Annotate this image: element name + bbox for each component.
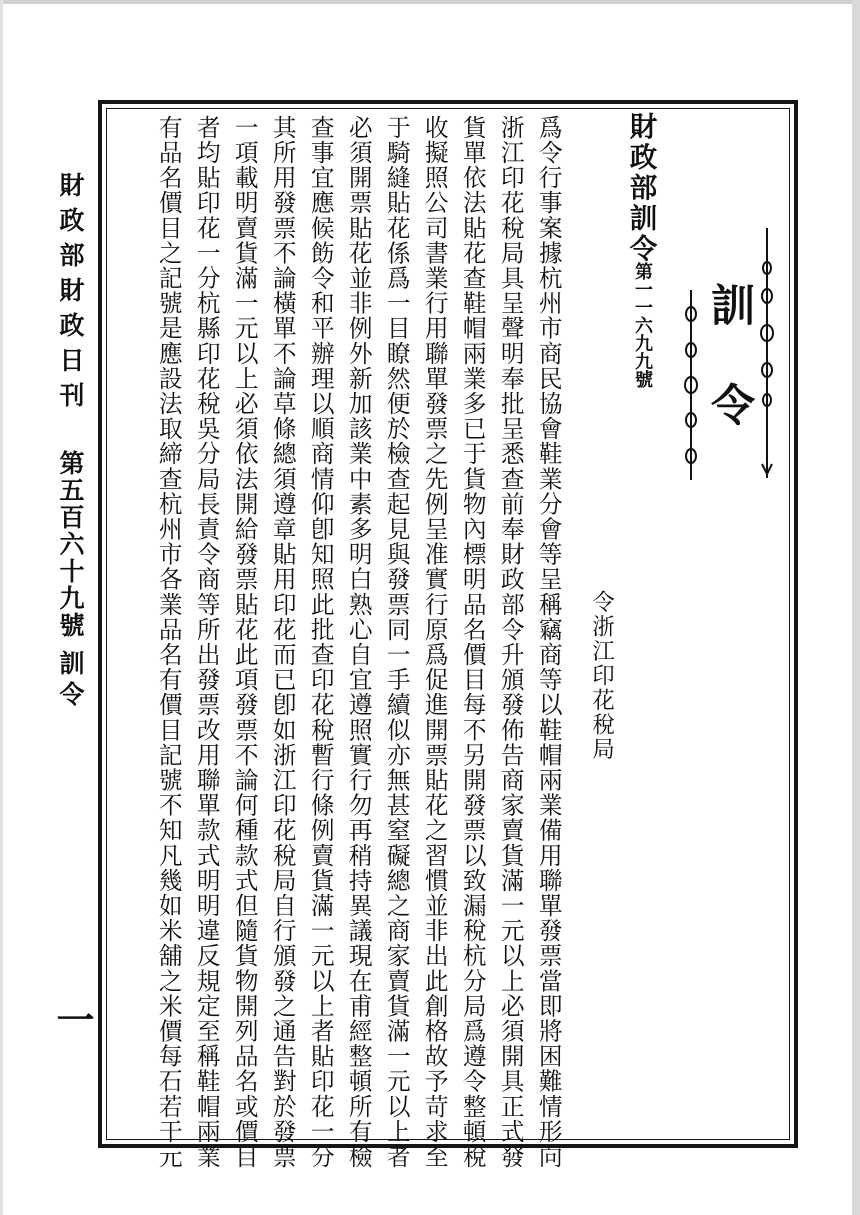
margin-issue-number: 第五百六十九號 bbox=[56, 450, 85, 639]
body-column-4: 收擬照公司書業行用聯單發票之先例呈准實行原爲促進開票貼花之習慣並非出此創格故予苛求至 bbox=[420, 115, 449, 1170]
page-edge-left bbox=[0, 0, 3, 1215]
ornament-left-icon bbox=[682, 290, 700, 480]
section-header-char-2: 令 bbox=[703, 382, 754, 426]
body-column-2: 浙江印花稅局具呈聲明奉批呈悉查前奉財政部令升頒發佈告商家賣貨滿一元以上必須開具正式發 bbox=[496, 115, 525, 1170]
section-header-char-1: 訓 bbox=[703, 282, 754, 326]
body-column-11: 有品名價目之記號是應設法取締查杭州市各業品名有價目記號不知凡幾如米舖之米價每石若干元 bbox=[154, 115, 183, 1170]
body-column-6: 必須開票貼花並非例外新加該業中素多明白熟心自宜遵照實行勿再稍持異議現在甫經整頓所有檢 bbox=[344, 115, 373, 1170]
order-title: 財政部訓令 bbox=[624, 112, 657, 265]
order-number: 第一一六九九號 bbox=[632, 262, 653, 388]
page-number: 一 bbox=[50, 1000, 95, 1038]
body-column-5: 于騎縫貼花係爲一目瞭然便於檢查起見與發票同一手續似亦無甚窒礙總之商家賣貨滿一元以上者 bbox=[382, 115, 411, 1170]
body-column-7: 查事宜應候飭令和平辦理以順商情仰卽知照此批查印花稅暫行條例賣貨滿一元以上者貼印花一分 bbox=[306, 115, 335, 1170]
body-column-1: 爲令行事案據杭州市商民協會鞋業分會等呈稱竊商等以鞋帽兩業備用聯單發票當即將困難情形向 bbox=[534, 115, 563, 1170]
margin-publication-title: 財政部財政日刊 bbox=[56, 172, 85, 417]
margin-section-label: 訓令 bbox=[56, 650, 85, 712]
body-column-8: 其所用發票不論橫單不論草條總須遵章貼用印花而已卽如浙江印花稅局自行頒發之通告對於發票 bbox=[268, 115, 297, 1170]
page-edge-right bbox=[852, 0, 860, 1215]
page-edge-top bbox=[0, 0, 860, 4]
body-column-3: 貨單依法貼花查鞋帽兩業多已于貨物內標明品名價目每不另開發票以致漏稅杭分局爲遵令整頓稅 bbox=[458, 115, 487, 1170]
body-column-10: 者均貼印花一分杭縣印花稅吳分局長責令商等所出發票改用聯單款式明明違反規定至稱鞋帽兩業 bbox=[192, 115, 221, 1170]
order-addressee: 令浙江印花稅局 bbox=[588, 590, 615, 762]
ornament-right-icon bbox=[758, 228, 776, 478]
body-column-9: 一項載明賣貨滿一元以上必須依法開給發票貼花此項發票不論何種款式但隨貨物開列品名或價目 bbox=[230, 115, 259, 1170]
